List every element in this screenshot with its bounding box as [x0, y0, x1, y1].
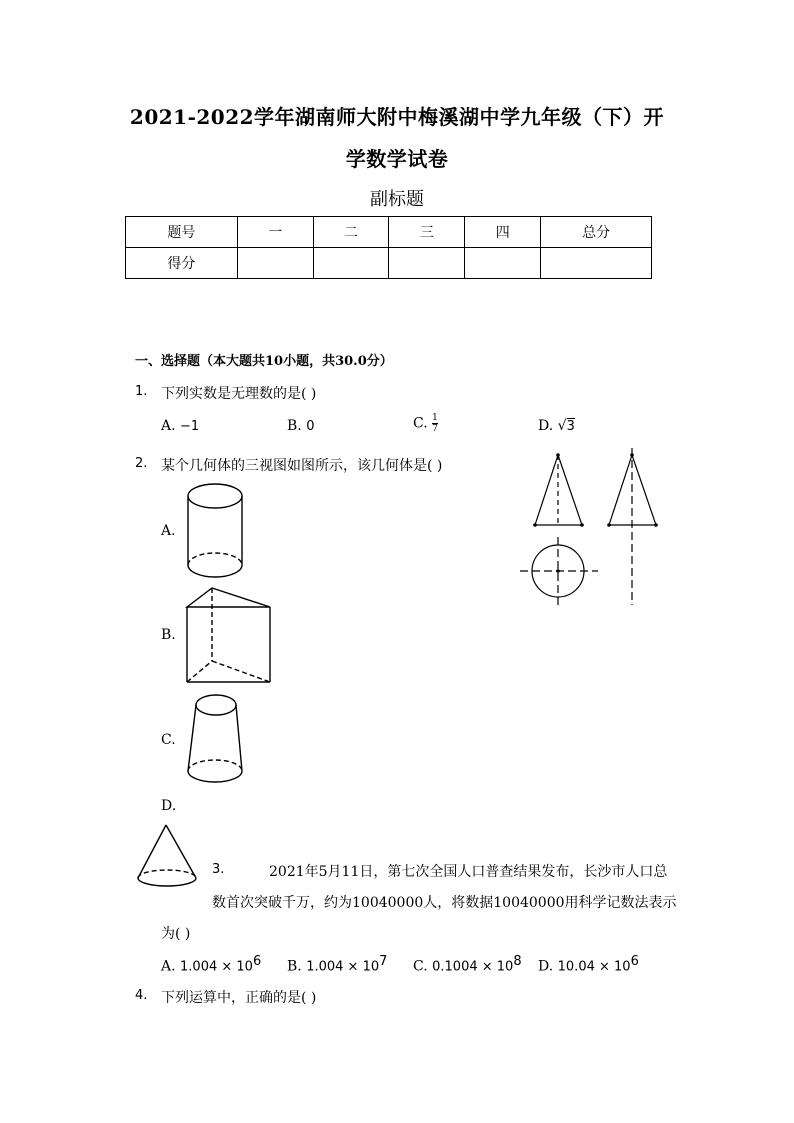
paper-title-line2: 学数学试卷: [345, 147, 449, 171]
cone-icon[interactable]: [134, 822, 204, 892]
q2-text: 某个几何体的三视图如图所示，该几何体是( ): [161, 458, 443, 474]
q4-text: 下列运算中，正确的是( ): [161, 990, 317, 1006]
score-header-cell: 题号: [126, 217, 238, 248]
score-table-score-row: [126, 248, 652, 279]
score-cell[interactable]: [389, 248, 465, 279]
score-table: [125, 216, 652, 279]
q3-option-d[interactable]: [538, 954, 639, 975]
q2-number: 2.: [135, 456, 148, 471]
q3-number: 3.: [212, 862, 225, 877]
score-header-cell: 总分: [541, 217, 652, 248]
option-label: D.: [538, 418, 554, 434]
q3-text-line1: 2021年5月11日，第七次全国人口普查结果发布，长沙市人口总: [269, 864, 668, 880]
option-value: 0.1004 × 10: [432, 959, 514, 975]
q1-number: 1.: [135, 384, 148, 399]
option-exponent: 7: [379, 954, 388, 969]
frustum-icon[interactable]: [182, 689, 252, 789]
score-header-cell: 二: [313, 217, 389, 248]
triangular-prism-icon[interactable]: [182, 585, 282, 685]
q3-text-line2: 数首次突破千万，约为10040000人，将数据10040000用科学记数法表示: [212, 895, 677, 911]
paper-title-line1: 2021-2022学年湖南师大附中梅溪湖中学九年级（下）开: [129, 105, 665, 129]
q3-option-a[interactable]: [161, 954, 261, 975]
option-label: C.: [413, 415, 428, 432]
sqrt-icon: √: [557, 418, 567, 434]
q3-option-b[interactable]: [287, 954, 387, 975]
q1-option-b[interactable]: [287, 418, 314, 434]
q3-text-line3: 为( ): [161, 926, 191, 942]
option-value: 1.004 × 10: [306, 959, 380, 975]
q2-option-a-label[interactable]: A.: [161, 523, 176, 539]
option-value: 10.04 × 10: [557, 959, 631, 975]
option-label: C.: [413, 958, 428, 975]
front-view-triangle: [535, 455, 582, 525]
cylinder-icon[interactable]: [182, 481, 252, 581]
score-cell[interactable]: [465, 248, 541, 279]
option-label: B.: [287, 958, 302, 975]
option-value: −1: [180, 419, 200, 434]
option-label: B.: [287, 418, 302, 434]
option-value: 3: [566, 419, 575, 434]
q1-text: 下列实数是无理数的是( ): [161, 386, 317, 402]
option-label: A.: [161, 958, 176, 975]
q1-option-a[interactable]: [161, 418, 199, 434]
option-exponent: 6: [630, 954, 639, 969]
score-table-header-row: [126, 217, 652, 248]
section-heading: 一、选择题（本大题共10小题，共30.0分）: [135, 354, 393, 369]
score-cell[interactable]: [541, 248, 652, 279]
side-view-triangle: [609, 455, 656, 525]
fraction: [432, 413, 438, 434]
option-exponent: 8: [513, 954, 522, 969]
q3-option-c[interactable]: [413, 954, 522, 975]
score-cell[interactable]: [237, 248, 313, 279]
q1-option-c[interactable]: [413, 413, 438, 434]
q4-number: 4.: [135, 988, 148, 1003]
q2-option-b-label[interactable]: B.: [161, 627, 176, 643]
q2-option-d-label[interactable]: D.: [161, 798, 177, 814]
option-value: 0: [306, 419, 315, 434]
top-view-circle: [532, 545, 584, 597]
fraction-denominator: 7: [432, 424, 438, 434]
score-header-cell: 四: [465, 217, 541, 248]
paper-subtitle: 副标题: [370, 189, 424, 210]
option-exponent: 6: [252, 954, 262, 969]
option-label: D.: [538, 958, 554, 975]
option-value: 1.004 × 10: [180, 959, 253, 975]
q2-option-c-label[interactable]: C.: [161, 732, 176, 748]
score-header-cell: 三: [389, 217, 465, 248]
score-cell[interactable]: [313, 248, 389, 279]
q1-option-d[interactable]: [538, 418, 575, 434]
score-row-label: 得分: [126, 248, 238, 279]
score-header-cell: 一: [237, 217, 313, 248]
option-label: A.: [161, 418, 176, 434]
fraction-numerator: 1: [432, 413, 438, 423]
